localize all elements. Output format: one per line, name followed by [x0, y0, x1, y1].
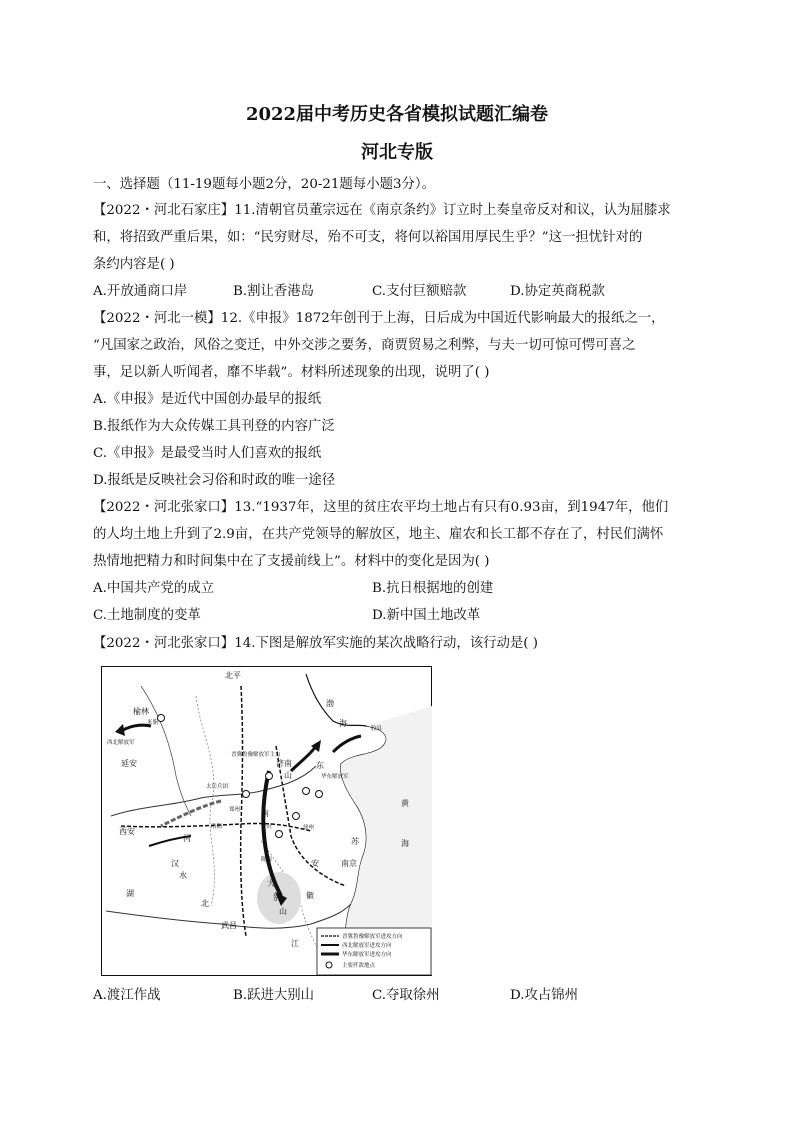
map-label: 汉 — [171, 859, 179, 868]
map-label: 胶县 — [371, 726, 383, 732]
map-label: 东 — [316, 761, 324, 770]
q13-line-3: 热情地把精力和时间集中在了支援前线上”。材料中的变化是因为( ) — [93, 554, 490, 569]
q12-option-d: D.报纸是反映社会习俗和时政的唯一途径 — [93, 473, 336, 488]
q13-option-b: B.抗日根据地的创建 — [372, 581, 494, 596]
section-heading: 一、选择题（11-19题每小题2分，20-21题每小题3分）。 — [93, 177, 435, 192]
q11-option-a: A.开放通商口岸 — [93, 284, 188, 299]
q12-line-2: “凡国家之政治，风俗之变迁，中外交涉之要务，商贾贸易之利弊，与夫一切可惊可愕可喜之 — [93, 338, 636, 353]
q14-option-d: D.攻占锦州 — [510, 988, 579, 1003]
q14-option-b: B.跃进大别山 — [233, 988, 315, 1003]
map-label: 济南 — [276, 759, 292, 768]
legend-item: 主要歼敌地点 — [342, 963, 376, 969]
map-label: 华东解放军 — [321, 774, 349, 780]
map-label: 山 — [279, 907, 287, 916]
map-label: 榆林 — [133, 707, 149, 716]
map-label: 南京 — [341, 859, 357, 868]
q11-line-1: 【2022・河北石家庄】11.清朝官员董宗远在《南京条约》订立时上奏皇帝反对和议，认为屈膝求 — [93, 203, 671, 218]
map-label: 开封 — [261, 824, 273, 830]
map-label: 徽 — [306, 891, 314, 900]
campaign-map — [101, 666, 432, 976]
map-label: 米脂 — [147, 720, 159, 726]
q12-line-1: 【2022・河北一模】12.《申报》1872年创刊于上海，日后成为中国近代影响最大的报纸之一， — [93, 311, 665, 326]
q11-option-d: D.协定英商税款 — [510, 284, 605, 299]
q11-line-3: 条约内容是( ) — [93, 257, 175, 272]
map-label: 苏 — [351, 837, 359, 846]
q14-option-c: C.夺取徐州 — [372, 988, 440, 1003]
legend-item: 西北解放军进攻方向 — [342, 943, 392, 949]
q13-line-2: 的人均土地上升到了2.9亩，在共产党领导的解放区，地主、雇农和长工都不存在了，村民们满怀 — [93, 527, 664, 542]
map-label: 海 — [401, 839, 409, 848]
map-label: 江 — [291, 939, 299, 948]
legend-item: 晋冀鲁豫解放军进攻方向 — [342, 934, 403, 940]
map-label: 山 — [284, 771, 292, 780]
q11-option-c: C.支付巨额赔款 — [372, 284, 467, 299]
map-label: 安 — [311, 859, 319, 868]
page-title: 2022届中考历史各省模拟试题汇编卷 — [245, 104, 549, 125]
map-label: 陇海 — [261, 857, 273, 863]
map-label: 徐州 — [303, 825, 315, 831]
q12-option-c: C.《申报》是最受当时人们喜欢的报纸 — [93, 446, 322, 461]
q11-line-2: 和，将招致严重后果，如：“民穷财尽，殆不可支，将何以裕国用厚民生乎？”这一担忧针对的 — [93, 230, 643, 245]
map-label: 别 — [273, 893, 281, 902]
map-label: 晋冀鲁豫解放军主力 — [231, 752, 281, 758]
map-label: 北平 — [225, 671, 241, 680]
map-label: 南 — [261, 809, 269, 818]
map-label: 郑州 — [229, 807, 241, 813]
q12-option-b: B.报纸作为大众传媒工具刊登的内容广泛 — [93, 419, 335, 434]
q13-line-1: 【2022・河北张家口】13.“1937年，这里的贫庄农平均土地占有只有0.93亩，到1947年，他们 — [93, 500, 669, 515]
map-label: 延安 — [121, 759, 137, 768]
map-label: 武昌 — [221, 921, 237, 930]
map-label: 洛阳 — [211, 824, 223, 830]
q13-option-a: A.中国共产党的成立 — [93, 581, 215, 596]
map-label: 黄 — [401, 799, 409, 808]
q11-option-b: B.割让香港岛 — [233, 284, 315, 299]
q13-option-d: D.新中国土地改革 — [372, 608, 481, 623]
page-subtitle: 河北专版 — [361, 142, 433, 163]
map-label: 河 — [183, 834, 191, 843]
q12-option-a: A.《申报》是近代中国创办最早的报纸 — [93, 392, 322, 407]
map-label: 北 — [201, 899, 209, 908]
map-label: 西北解放军 — [107, 740, 135, 746]
q13-option-c: C.土地制度的变革 — [93, 608, 201, 623]
map-label: 海 — [339, 719, 347, 728]
map-label: 西安 — [119, 827, 135, 836]
map-label: 水 — [179, 871, 187, 880]
map-label: 湖 — [126, 889, 134, 898]
q14-option-a: A.渡江作战 — [93, 988, 161, 1003]
legend-item: 华东解放军进攻方向 — [342, 952, 392, 958]
map-label: 太岳兵团 — [206, 784, 229, 790]
map-label: 大 — [267, 879, 275, 888]
q14-line-1: 【2022・河北张家口】14.下图是解放军实施的某次战略行动，该行动是( ) — [93, 636, 539, 651]
map-label: 渤 — [326, 699, 334, 708]
q12-line-3: 事，足以新人听闻者，靡不毕载”。材料所述现象的出现，说明了( ) — [93, 365, 490, 380]
